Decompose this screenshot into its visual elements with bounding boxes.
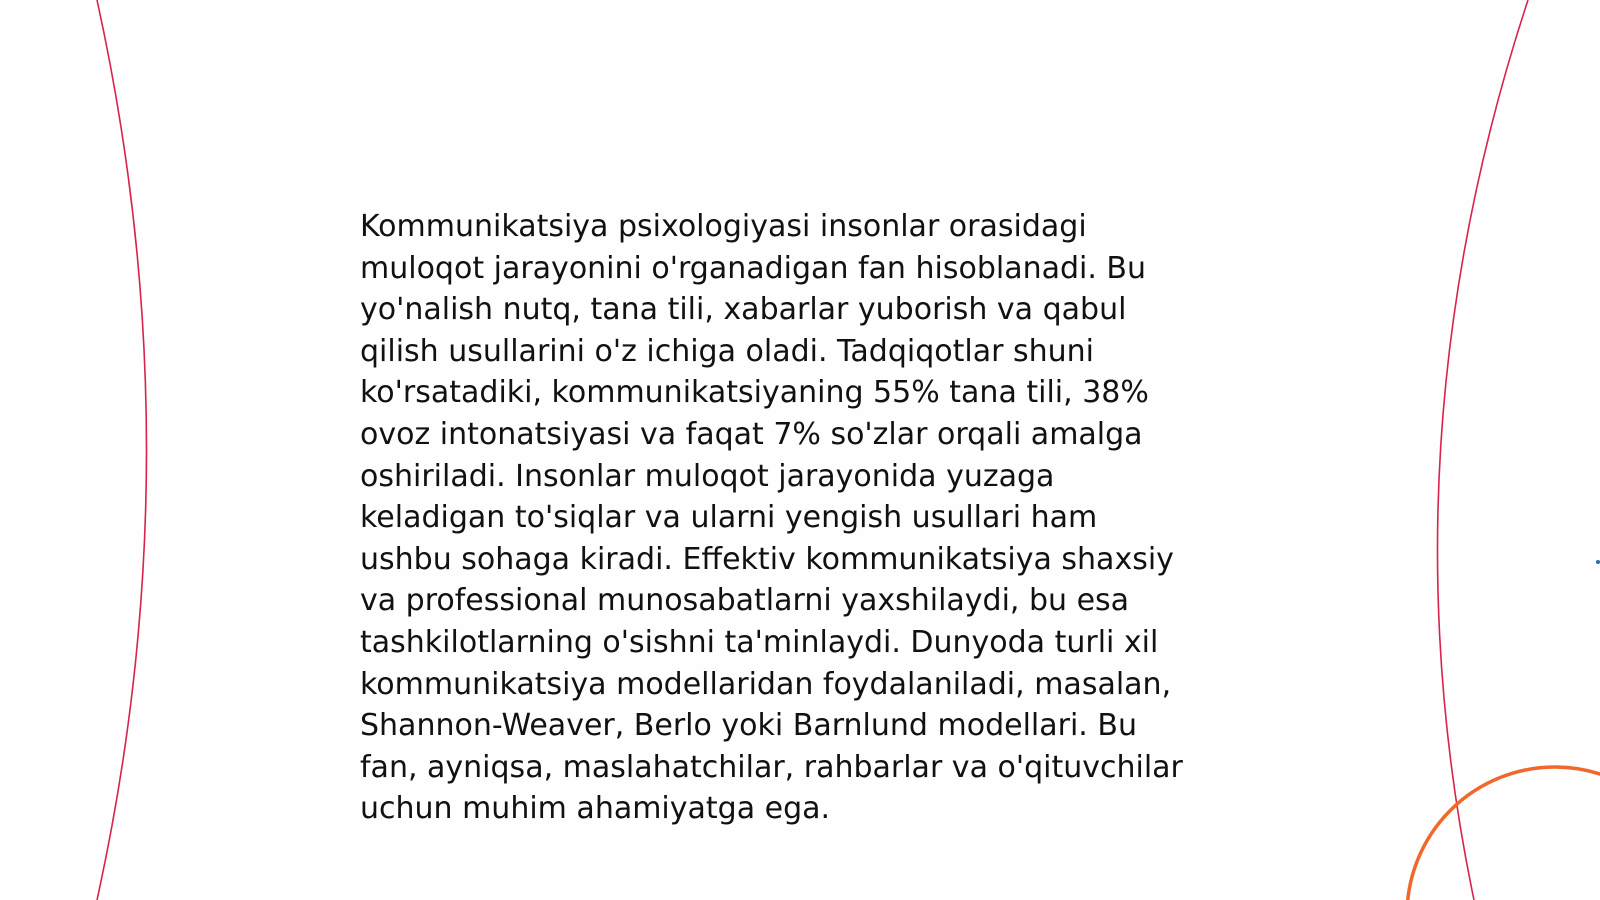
dot-decoration [1596, 560, 1600, 564]
orange-ring-decoration [1407, 767, 1600, 900]
left-arc-decoration [97, 0, 147, 900]
right-arc-decoration [1437, 0, 1528, 900]
body-text: Kommunikatsiya psixologiyasi insonlar orasidagi muloqot jarayonini o'rganadigan fan hisoblanadi. Bu yo'nalish nutq, tana tili, xabarlar yuborish va qabul qilish usullarini o'z ichiga oladi. Tadqiqotlar shuni ko'rsatadiki, kommunikatsiyaning 55% tana tili, 38% ovoz intonatsiyasi va faqat 7% so'zlar orqali amalga oshiriladi. Insonlar muloqot jarayonida yuzaga keladigan to'siqlar va ularni yengish usullari ham ushbu sohaga kiradi. Effektiv kommunikatsiya shaxsiy va professional munosabatlarni yaxshilaydi, bu esa tashkilotlarning o'sishni ta'minlaydi. Dunyoda turli xil kommunikatsiya modellaridan foydalaniladi, masalan, Shannon-Weaver, Berlo yoki Barnlund modellari. Bu fan, ayniqsa, maslahatchilar, rahbarlar va o'qituvchilar uchun muhim ahamiyatga ega. [360, 209, 1183, 827]
